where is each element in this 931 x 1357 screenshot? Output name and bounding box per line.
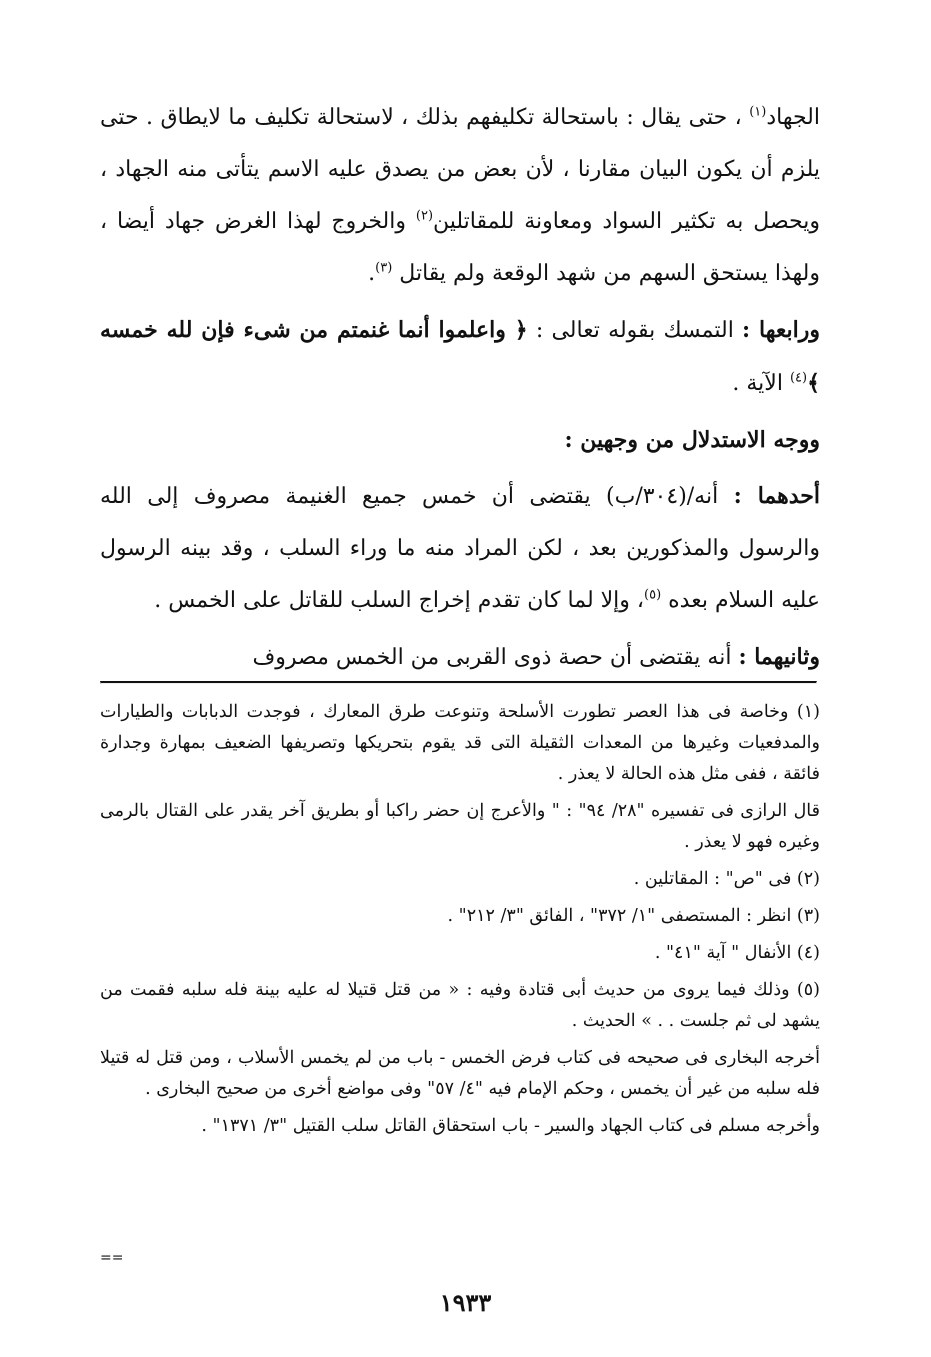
footnote-3: (٣) انظر : المستصفى "١/ ٣٧٢" ، الفائق "٣/ ٢١٢" . (447, 906, 820, 926)
paragraph-lead: وثانيهما : (738, 644, 820, 670)
footnote-5-muslim: وأخرجه مسلم فى كتاب الجهاد والسير - باب استحقاق القاتل سلب القتيل "٣/ ١٣٧١" . (201, 1116, 820, 1136)
paragraph-lead: أحدهما : (733, 483, 820, 509)
page-number: ١٩٣٣ (439, 1288, 492, 1317)
footnote-ref-1: (١) (749, 104, 767, 120)
paragraph-2 (100, 304, 820, 410)
paragraph-1 (100, 92, 820, 300)
footnote-2: (٢) فى "ص" : المقاتلين . (633, 869, 820, 889)
footnote-separator (100, 681, 817, 684)
text: أنه يقتضى أن حصة ذوى القربى من الخمس مصروف (252, 645, 732, 670)
text: . (368, 261, 376, 286)
text: الآية . (732, 371, 783, 396)
footnote-ref-4: (٤) (789, 370, 808, 386)
text: الجهاد (766, 105, 820, 130)
footnote-4: (٤) الأنفال " آية "٤١" . (654, 943, 820, 963)
footnote-ref-5: (٥) (644, 587, 662, 603)
main-text (100, 92, 820, 684)
page-content (100, 92, 820, 1136)
continuation-mark: == (100, 1250, 124, 1266)
text: التمسك بقوله تعالى : (535, 318, 734, 343)
text: والخروج لهذا الغرض جهاد أيضا ، ولهذا يستحق السهم من شهد الوقعة ولم يقاتل (100, 209, 820, 286)
text: أنه/(٣٠٤/ب) يقتضى أن خمس جميع الغنيمة مصروف إلى الله والرسول والمذكورين بعد ، لكن المراد منه ما وراء السلب ، وقد بينه الرسول عليه السلام بعده (100, 484, 820, 613)
section-heading: ووجه الاستدلال من وجهين : (564, 427, 820, 453)
text: ، حتى يقال : باستحالة تكليفهم بذلك ، لاستحالة تكليف ما لايطاق . حتى يلزم أن يكون البيان مقارنا ، لأن بعض من يصدق عليه الاسم يتأتى منه الجهاد ، ويحصل به تكثير السواد ومعاونة للمقاتلين (100, 105, 820, 234)
paragraph-4 (100, 631, 820, 684)
quran-quote: ﴿ واعلموا أنما غنمتم من شىء فإن لله خمسه ﴾ (100, 317, 820, 396)
paragraph-3 (100, 470, 820, 627)
footnote-ref-3: (٣) (375, 260, 393, 276)
footnotes (100, 697, 820, 1142)
footnote-ref-2: (٢) (415, 208, 434, 224)
footnote-5-bukhari: أخرجه البخارى فى صحيحه فى كتاب فرض الخمس - باب من لم يخمس الأسلاب ، ومن قتل له قتيلا فله سلبه من غير أن يخمس ، وحكم الإمام فيه "٤/ ٥٧" وفى مواضع أخرى من صحيح البخارى . (100, 1048, 820, 1099)
footnote-1-razi: قال الرازى فى تفسيره "٢٨/ ٩٤" : " والأعرج إن حضر راكبا أو بطريق آخر يقدر على القتال بالرمى وغيره فهو لا يعذر . (100, 801, 820, 852)
text: ، وإلا لما كان تقدم إخراج السلب للقاتل على الخمس . (154, 588, 645, 613)
footnote-1: (١) وخاصة فى هذا العصر تطورت الأسلحة وتنوعت طرق المعارك ، فوجدت الدبابات والطيارات والمدفعيات وغيرها من المعدات الثقيلة التى قد يقوم بتحريكها وتصريفها الضعيف بمهارة وجدارة فائقة ، ففى مثل هذه الحالة لا يعذر . (100, 702, 820, 784)
paragraph-lead: ورابعها : (742, 317, 820, 343)
footnote-5: (٥) وذلك فيما يروى من حديث أبى قتادة وفيه : « من قتل قتيلا له عليه بينة فله سلبه فقمت من يشهد لى ثم جلست . . » الحديث . (100, 980, 820, 1031)
